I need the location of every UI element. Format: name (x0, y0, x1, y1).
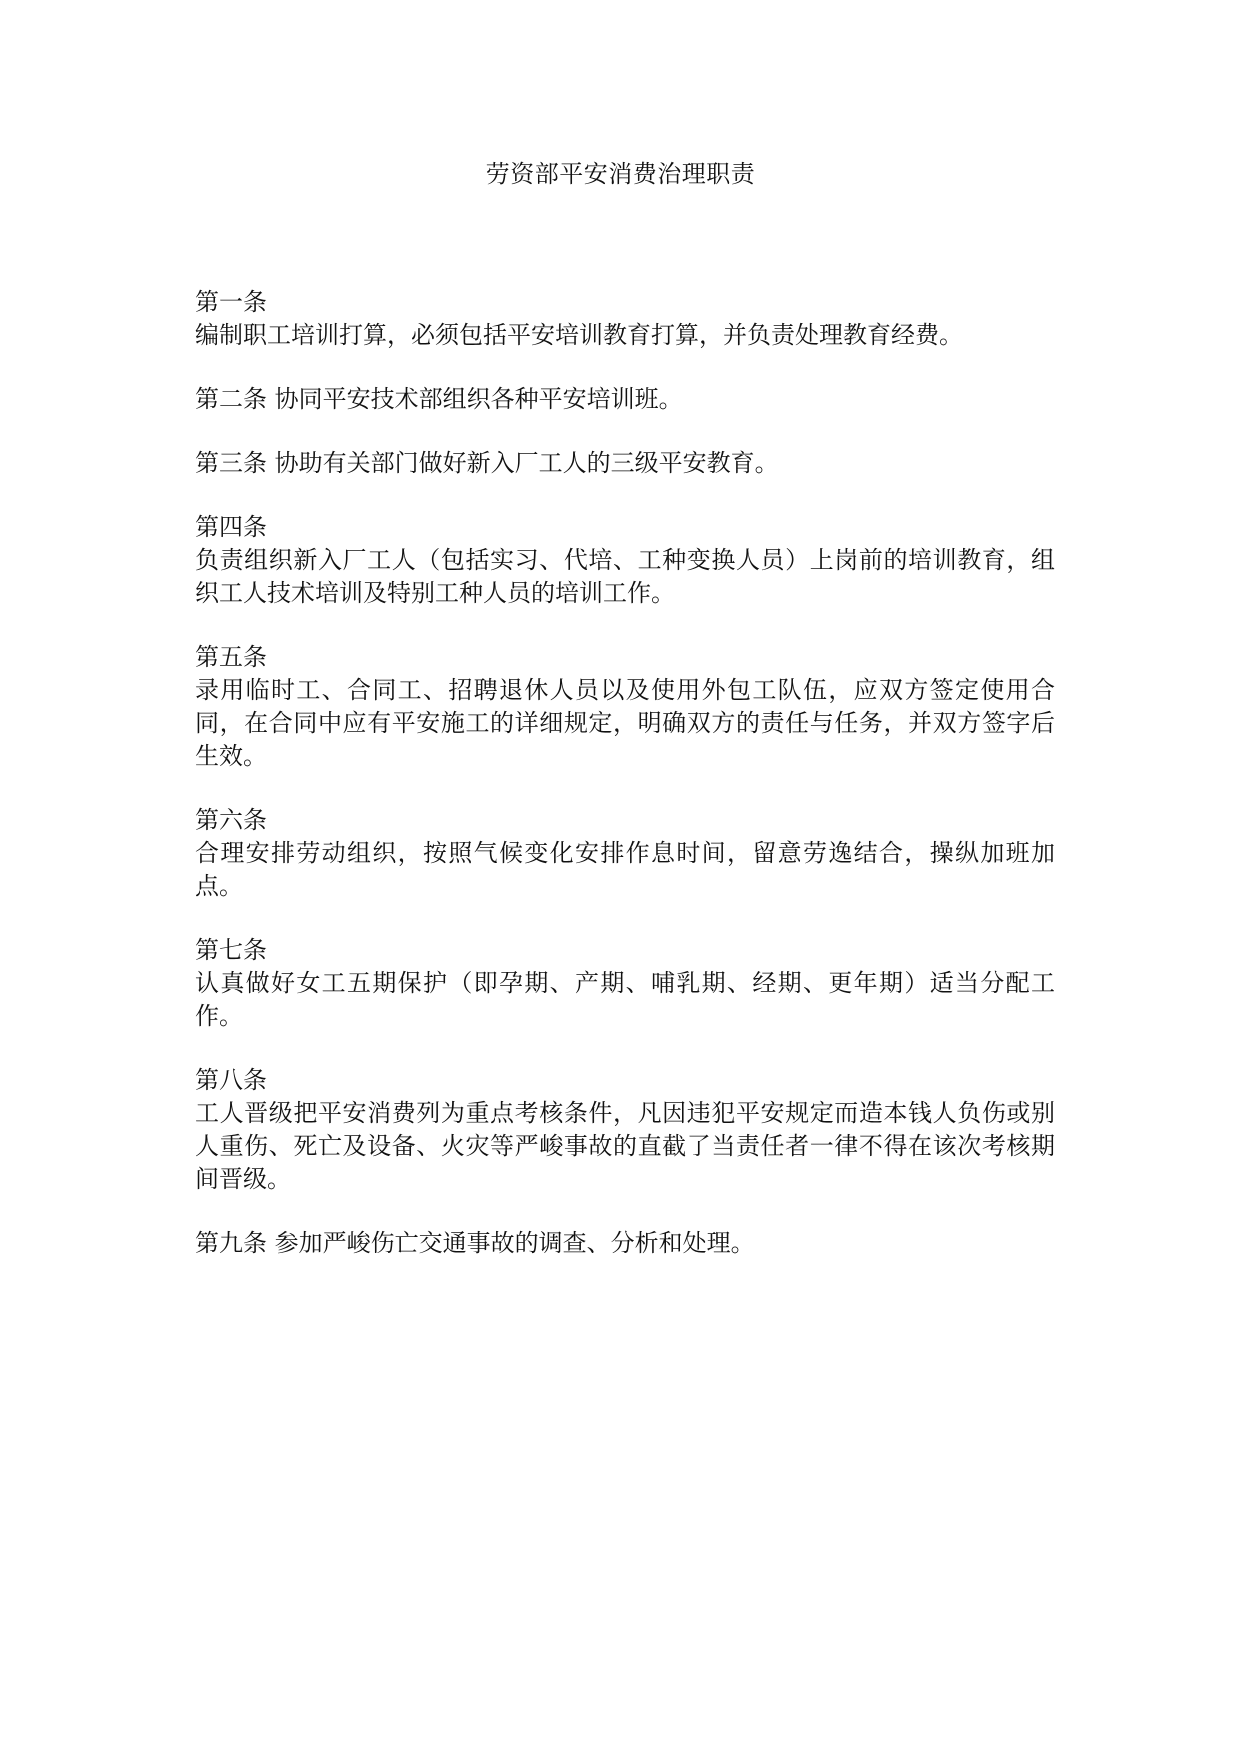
document-title: 劳资部平安消费治理职责 (485, 160, 756, 188)
article-text: 工人晋级把平安消费列为重点考核条件，凡因违犯平安规定而造本钱人负伤或别人重伤、死亡及设备、火灾等严峻事故的直截了当责任者一律不得在该次考核期间晋级。 (195, 1099, 1055, 1193)
article-text: 参加严峻伤亡交通事故的调查、分析和处理。 (274, 1229, 755, 1257)
article-heading: 第一条 (195, 288, 267, 316)
article-8 (195, 1064, 1055, 1196)
article-text: 编制职工培训打算，必须包括平安培训教育打算，并负责处理教育经费。 (195, 321, 963, 349)
article-heading: 第七条 (195, 936, 267, 964)
article-heading: 第三条 (195, 449, 267, 477)
article-2 (195, 383, 1055, 416)
article-heading: 第九条 (195, 1229, 267, 1257)
article-3 (195, 447, 1055, 480)
article-text: 协助有关部门做好新入厂工人的三级平安教育。 (274, 449, 779, 477)
article-text: 录用临时工、合同工、招聘退休人员以及使用外包工队伍，应双方签定使用合同，在合同中应有平安施工的详细规定，明确双方的责任与任务，并双方签字后生效。 (195, 676, 1055, 770)
article-heading: 第四条 (195, 513, 267, 541)
article-1 (195, 286, 1055, 352)
article-9 (195, 1227, 1055, 1260)
document-body (195, 286, 1055, 1291)
article-5 (195, 641, 1055, 773)
article-heading: 第二条 (195, 385, 267, 413)
article-heading: 第五条 (195, 643, 267, 671)
article-text: 合理安排劳动组织，按照气候变化安排作息时间，留意劳逸结合，操纵加班加点。 (195, 839, 1055, 900)
article-6 (195, 804, 1055, 903)
article-4 (195, 511, 1055, 610)
article-heading: 第八条 (195, 1066, 267, 1094)
article-text: 协同平安技术部组织各种平安培训班。 (274, 385, 683, 413)
article-text: 负责组织新入厂工人（包括实习、代培、工种变换人员）上岗前的培训教育，组织工人技术培训及特别工种人员的培训工作。 (195, 546, 1055, 607)
article-heading: 第六条 (195, 806, 267, 834)
article-7 (195, 934, 1055, 1033)
article-text: 认真做好女工五期保护（即孕期、产期、哺乳期、经期、更年期）适当分配工作。 (195, 969, 1055, 1030)
